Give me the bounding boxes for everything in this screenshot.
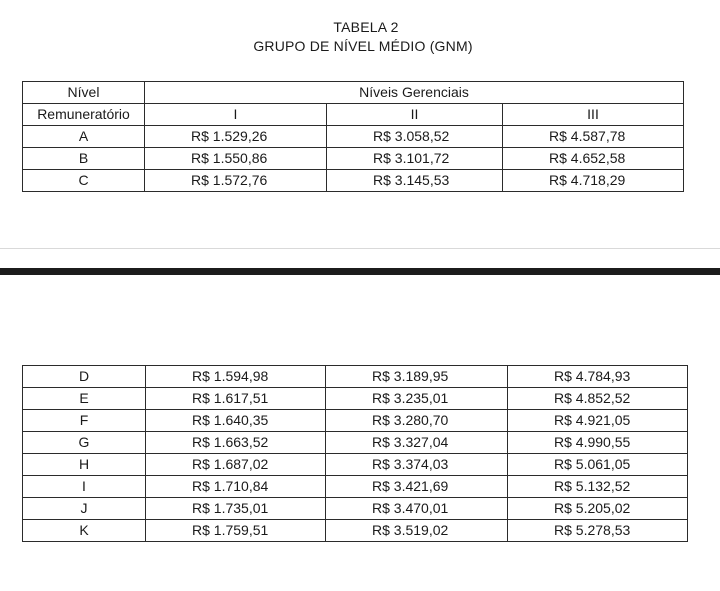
value-iii: R$ 4.718,29 [503, 170, 684, 192]
value-i: R$ 1.550,86 [145, 148, 327, 170]
page-break-divider [0, 268, 720, 275]
value-iii: R$ 4.587,78 [503, 126, 684, 148]
table-row [23, 366, 688, 388]
value-i: R$ 1.529,26 [145, 126, 327, 148]
header-remuneratorio: Remuneratório [23, 104, 145, 126]
value-ii: R$ 3.058,52 [327, 126, 503, 148]
value-iii: R$ 4.990,55 [508, 432, 688, 454]
salary-table-page1 [22, 81, 684, 192]
row-nivel: I [23, 476, 146, 498]
table-row [23, 432, 688, 454]
value-i: R$ 1.663,52 [146, 432, 326, 454]
table-row [23, 454, 688, 476]
table-row [23, 410, 688, 432]
value-ii: R$ 3.421,69 [326, 476, 508, 498]
header-row-1 [23, 82, 684, 104]
value-iii: R$ 5.132,52 [508, 476, 688, 498]
table-row [23, 126, 684, 148]
value-i: R$ 1.759,51 [146, 520, 326, 542]
value-i: R$ 1.617,51 [146, 388, 326, 410]
value-ii: R$ 3.280,70 [326, 410, 508, 432]
column-header-i: I [145, 104, 327, 126]
row-nivel: H [23, 454, 146, 476]
value-i: R$ 1.640,35 [146, 410, 326, 432]
value-iii: R$ 5.061,05 [508, 454, 688, 476]
row-nivel: E [23, 388, 146, 410]
row-nivel: D [23, 366, 146, 388]
value-iii: R$ 5.278,53 [508, 520, 688, 542]
value-ii: R$ 3.519,02 [326, 520, 508, 542]
table-row [23, 388, 688, 410]
value-i: R$ 1.687,02 [146, 454, 326, 476]
value-ii: R$ 3.235,01 [326, 388, 508, 410]
salary-table-page2 [22, 365, 688, 542]
value-iii: R$ 4.852,52 [508, 388, 688, 410]
value-ii: R$ 3.145,53 [327, 170, 503, 192]
table-row [23, 476, 688, 498]
table-subtitle: GRUPO DE NÍVEL MÉDIO (GNM) [253, 38, 473, 54]
document-title [0, 18, 720, 56]
row-nivel: K [23, 520, 146, 542]
table-row [23, 498, 688, 520]
value-iii: R$ 4.921,05 [508, 410, 688, 432]
page-edge-line [0, 248, 720, 249]
header-row-2 [23, 104, 684, 126]
value-iii: R$ 4.652,58 [503, 148, 684, 170]
row-nivel: G [23, 432, 146, 454]
header-nivel: Nível [23, 82, 145, 104]
row-nivel: A [23, 126, 145, 148]
value-ii: R$ 3.374,03 [326, 454, 508, 476]
value-ii: R$ 3.101,72 [327, 148, 503, 170]
column-header-iii: III [503, 104, 684, 126]
row-nivel: J [23, 498, 146, 520]
row-nivel: C [23, 170, 145, 192]
value-iii: R$ 4.784,93 [508, 366, 688, 388]
value-i: R$ 1.572,76 [145, 170, 327, 192]
table-number-title: TABELA 2 [333, 19, 399, 35]
value-i: R$ 1.735,01 [146, 498, 326, 520]
value-iii: R$ 5.205,02 [508, 498, 688, 520]
value-ii: R$ 3.470,01 [326, 498, 508, 520]
row-nivel: B [23, 148, 145, 170]
table-row [23, 148, 684, 170]
header-niveis-gerenciais: Níveis Gerenciais [145, 82, 684, 104]
value-i: R$ 1.594,98 [146, 366, 326, 388]
table-row [23, 170, 684, 192]
value-ii: R$ 3.189,95 [326, 366, 508, 388]
value-i: R$ 1.710,84 [146, 476, 326, 498]
column-header-ii: II [327, 104, 503, 126]
row-nivel: F [23, 410, 146, 432]
table-row [23, 520, 688, 542]
value-ii: R$ 3.327,04 [326, 432, 508, 454]
